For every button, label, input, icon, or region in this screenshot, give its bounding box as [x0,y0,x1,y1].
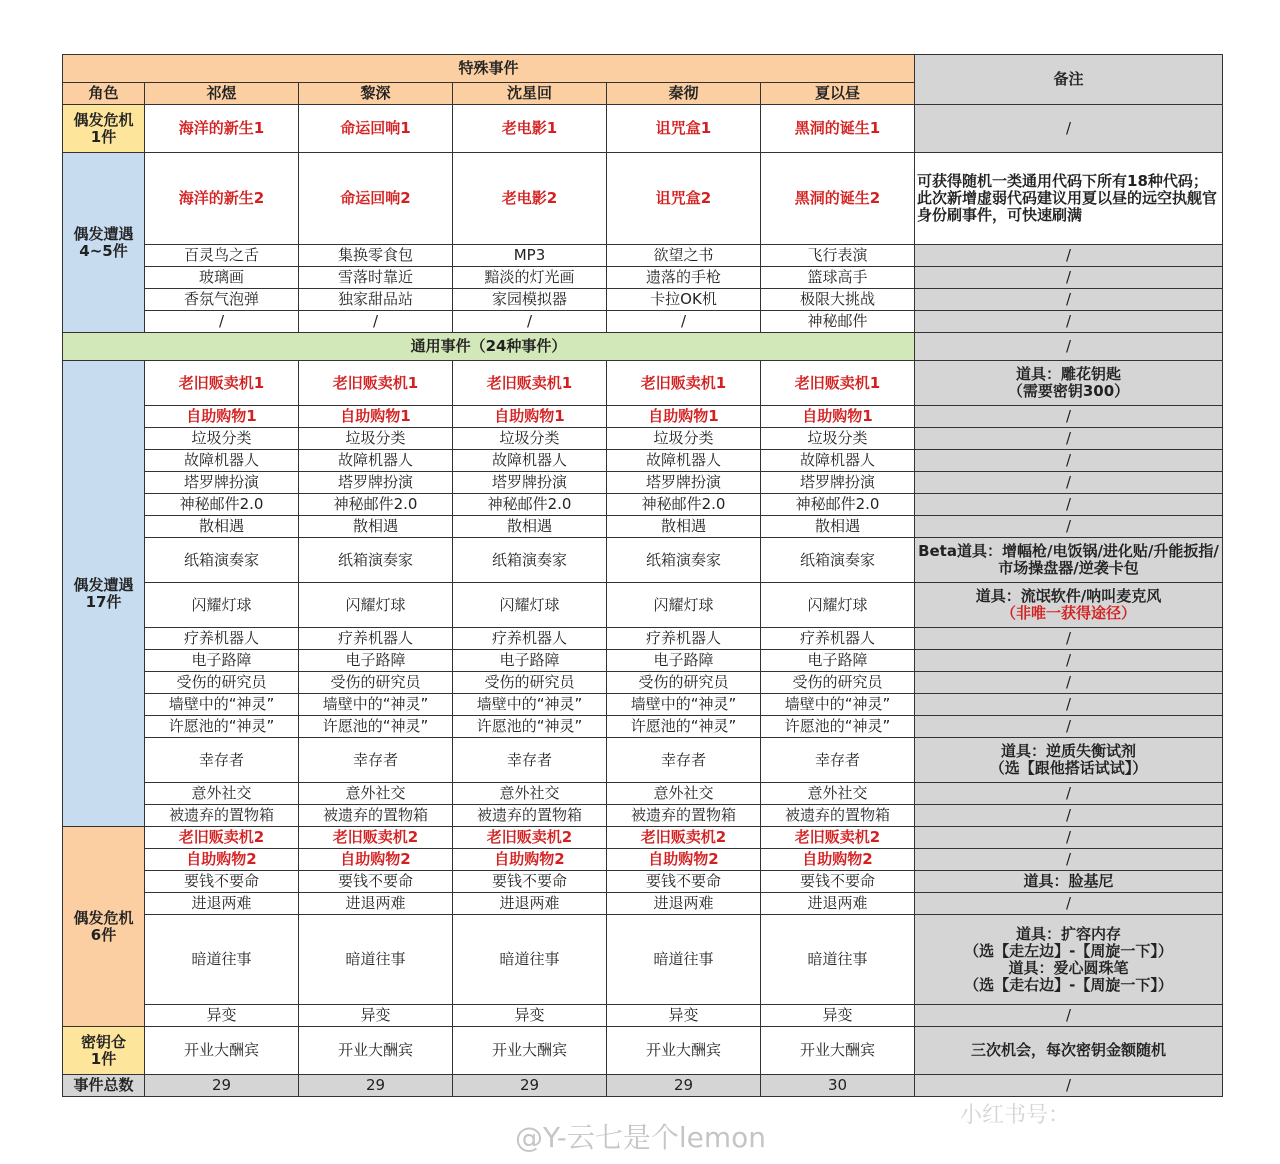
event-cell: 要钱不要命 [145,871,299,893]
event-cell: 老旧贩卖机1 [453,361,607,406]
event-cell: 意外社交 [299,783,453,805]
watermark: @Y-云七是个lemon [515,1121,767,1154]
note-cell [915,915,1223,1005]
event-cell: 散相遇 [453,516,607,538]
event-cell: 受伤的研究员 [453,672,607,694]
event-cell: 许愿池的“神灵” [453,716,607,738]
event-cell: 自助购物1 [453,406,607,428]
event-cell: 疗养机器人 [761,628,915,650]
event-cell: 幸存者 [453,738,607,783]
event-cell: 电子路障 [145,650,299,672]
event-cell: 暗道往事 [607,915,761,1005]
event-cell: 香氛气泡弹 [145,289,299,311]
note-cell [915,472,1223,494]
event-cell: 散相遇 [145,516,299,538]
event-cell: 老电影2 [453,153,607,245]
note-cell [915,849,1223,871]
note-text: 道具：扩容内存 （选【走左边】-【周旋一下】） 道具：爱心圆珠笔 （选【走右边】-【周旋一下】） [964,924,1173,994]
note-cell [915,893,1223,915]
note-text: / [1065,784,1072,802]
event-cell: 垃圾分类 [761,428,915,450]
event-cell: 垃圾分类 [607,428,761,450]
note-cell [915,738,1223,783]
note-text: / [1065,473,1072,491]
note-text: / [1065,850,1072,868]
table-row [63,716,1223,738]
table-row [63,849,1223,871]
total-value: 29 [453,1075,607,1097]
table-row [63,1005,1223,1027]
event-cell: 诅咒盒2 [607,153,761,245]
note-cell: / [915,245,1223,267]
section-label: 偶发遭遇 17件 [63,361,145,827]
event-cell: 进退两难 [299,893,453,915]
event-cell: 自助购物1 [145,406,299,428]
event-cell: 电子路障 [299,650,453,672]
note-text: / [1065,806,1072,824]
event-cell: 意外社交 [761,783,915,805]
event-cell: 闪耀灯球 [607,583,761,628]
event-cell: 垃圾分类 [453,428,607,450]
event-cell: 许愿池的“神灵” [761,716,915,738]
event-cell: 被遗弃的置物箱 [299,805,453,827]
table-row [63,650,1223,672]
table-row [63,783,1223,805]
event-cell: 幸存者 [299,738,453,783]
event-cell: 幸存者 [761,738,915,783]
note-cell [915,827,1223,849]
crisis-1-row [63,105,1223,153]
encounter-special-row [63,153,1223,245]
header-row [63,55,1223,83]
event-cell: 暗道往事 [299,915,453,1005]
table-row [63,516,1223,538]
event-cell: 自助购物2 [299,849,453,871]
note-cell [915,450,1223,472]
note-text: / [1065,451,1072,469]
event-cell: 塔罗牌扮演 [453,472,607,494]
note-text: / [1065,629,1072,647]
section-label: 密钥仓 1件 [63,1027,145,1075]
event-cell: 幸存者 [607,738,761,783]
event-cell: 疗养机器人 [299,628,453,650]
event-cell: 诅咒盒1 [607,105,761,153]
note-cell: / [915,311,1223,333]
event-cell: 黯淡的灯光画 [453,267,607,289]
event-cell: 老旧贩卖机1 [299,361,453,406]
total-value: 30 [761,1075,915,1097]
note-text: / [1065,495,1072,513]
event-cell: 老旧贩卖机1 [607,361,761,406]
note-cell [915,628,1223,650]
event-cell: 进退两难 [453,893,607,915]
event-cell: 受伤的研究员 [607,672,761,694]
event-cell: 暗道往事 [145,915,299,1005]
table-row [63,289,1223,311]
event-cell: / [607,311,761,333]
event-cell: 墙壁中的“神灵” [761,694,915,716]
table-row [63,428,1223,450]
note-cell: / [915,267,1223,289]
event-cell: MP3 [453,245,607,267]
note-text: / [1065,429,1072,447]
note-cell [915,428,1223,450]
event-cell: 纸箱演奏家 [145,538,299,583]
table-row [63,583,1223,628]
event-cell: 海洋的新生2 [145,153,299,245]
section-label: 偶发危机 1件 [63,105,145,153]
note-cell: / [915,333,1223,361]
table-row [63,893,1223,915]
event-cell: 黑洞的诞生2 [761,153,915,245]
note-text: / [1065,517,1072,535]
event-cell: 家园模拟器 [453,289,607,311]
note-text: 道具：逆质失衡试剂 （选【跟他搭话试试】） [989,742,1148,777]
event-cell: 老电影1 [453,105,607,153]
event-cell: 墙壁中的“神灵” [607,694,761,716]
event-cell: 垃圾分类 [145,428,299,450]
general-events-row [63,333,1223,361]
note-cell [915,538,1223,583]
table-row [63,311,1223,333]
note-cell [915,650,1223,672]
event-cell: 老旧贩卖机2 [145,827,299,849]
event-cell: 自助购物2 [145,849,299,871]
event-cell: 纸箱演奏家 [607,538,761,583]
character-header: 祁煜 [145,83,299,105]
event-cell: 许愿池的“神灵” [145,716,299,738]
note-warning: （非唯一获得途径） [1000,604,1136,622]
event-cell: 自助购物1 [607,406,761,428]
event-cell: 异变 [145,1005,299,1027]
event-cell: 受伤的研究员 [145,672,299,694]
table-row [63,267,1223,289]
event-cell: 塔罗牌扮演 [145,472,299,494]
table-row [63,245,1223,267]
event-cell: 开业大酬宾 [453,1027,607,1075]
event-cell: 故障机器人 [453,450,607,472]
totals-row [63,1075,1223,1097]
event-cell: 被遗弃的置物箱 [761,805,915,827]
note-cell: / [915,1075,1223,1097]
total-value: 29 [299,1075,453,1097]
event-cell: 要钱不要命 [453,871,607,893]
note-cell [915,1005,1223,1027]
event-cell: 意外社交 [453,783,607,805]
event-cell: 神秘邮件2.0 [607,494,761,516]
total-value: 29 [607,1075,761,1097]
event-cell: 独家甜品站 [299,289,453,311]
note-cell: 三次机会，每次密钥金额随机 [915,1027,1223,1075]
event-cell: 受伤的研究员 [761,672,915,694]
event-cell: 意外社交 [607,783,761,805]
event-cell: 故障机器人 [607,450,761,472]
note-cell [915,583,1223,628]
event-cell: 塔罗牌扮演 [299,472,453,494]
note-text: / [1065,894,1072,912]
event-cell: 要钱不要命 [299,871,453,893]
character-header: 秦彻 [607,83,761,105]
event-cell: 暗道往事 [453,915,607,1005]
event-cell: 命运回响1 [299,105,453,153]
event-cell: 进退两难 [145,893,299,915]
event-cell: 篮球高手 [761,267,915,289]
event-cell: 异变 [607,1005,761,1027]
notes-header: 备注 [915,55,1223,105]
event-cell: 塔罗牌扮演 [607,472,761,494]
event-cell: 被遗弃的置物箱 [145,805,299,827]
table-row [63,871,1223,893]
note-text: 道具：雕花钥匙 （需要密钥300） [1007,365,1130,400]
table-row [63,827,1223,849]
note-cell: / [915,105,1223,153]
event-cell: 飞行表演 [761,245,915,267]
event-cell: 卡拉OK机 [607,289,761,311]
section-label: 偶发危机 6件 [63,827,145,1027]
character-header: 沈星回 [453,83,607,105]
event-cell: 垃圾分类 [299,428,453,450]
event-cell: 老旧贩卖机2 [607,827,761,849]
table-row [63,805,1223,827]
note-cell [915,716,1223,738]
event-cell: 神秘邮件2.0 [761,494,915,516]
table-row [63,738,1223,783]
table-row [63,406,1223,428]
event-cell: 开业大酬宾 [761,1027,915,1075]
note-cell: 可获得随机一类通用代码下所有18种代码； 此次新增虚弱代码建议用夏以昼的远空执舰官身份刷事件，可快速刷满 [915,153,1223,245]
note-cell [915,805,1223,827]
event-cell: 纸箱演奏家 [453,538,607,583]
note-cell [915,871,1223,893]
note-text: / [1065,717,1072,735]
event-cell: 神秘邮件2.0 [299,494,453,516]
event-cell: 自助购物1 [761,406,915,428]
character-header: 黎深 [299,83,453,105]
event-cell: 意外社交 [145,783,299,805]
table-row [63,538,1223,583]
event-table [62,54,1223,1097]
key-vault-row [63,1027,1223,1075]
event-cell: 进退两难 [607,893,761,915]
note-text: 道具：流氓软件/呐叫麦克风 [975,587,1162,605]
note-cell [915,494,1223,516]
event-cell: 老旧贩卖机2 [761,827,915,849]
event-cell: 电子路障 [607,650,761,672]
watermark-secondary: 小红书号： [960,1103,1071,1128]
event-cell: / [453,311,607,333]
note-cell [915,694,1223,716]
event-cell: 神秘邮件2.0 [453,494,607,516]
event-cell: 散相遇 [299,516,453,538]
event-cell: 异变 [453,1005,607,1027]
table-row [63,361,1223,406]
event-cell: 神秘邮件2.0 [145,494,299,516]
event-cell: 纸箱演奏家 [299,538,453,583]
total-value: 29 [145,1075,299,1097]
event-cell: 散相遇 [761,516,915,538]
event-cell: 要钱不要命 [607,871,761,893]
event-cell: 暗道往事 [761,915,915,1005]
note-cell [915,516,1223,538]
note-cell [915,361,1223,406]
event-cell: 闪耀灯球 [453,583,607,628]
event-cell: / [299,311,453,333]
note-text: / [1065,828,1072,846]
event-cell: 许愿池的“神灵” [607,716,761,738]
event-cell: 故障机器人 [145,450,299,472]
event-cell: 墙壁中的“神灵” [145,694,299,716]
event-cell: 极限大挑战 [761,289,915,311]
event-cell: 疗养机器人 [453,628,607,650]
event-cell: 闪耀灯球 [145,583,299,628]
event-cell: 开业大酬宾 [607,1027,761,1075]
event-cell: 故障机器人 [761,450,915,472]
event-cell: 玻璃画 [145,267,299,289]
event-cell: 被遗弃的置物箱 [607,805,761,827]
note-cell [915,672,1223,694]
event-cell: 许愿池的“神灵” [299,716,453,738]
character-header: 夏以昼 [761,83,915,105]
event-cell: 老旧贩卖机2 [453,827,607,849]
event-cell: 疗养机器人 [607,628,761,650]
note-cell: / [915,289,1223,311]
section-label: 偶发遭遇 4~5件 [63,153,145,333]
note-text: / [1065,1006,1072,1024]
event-cell: 闪耀灯球 [299,583,453,628]
note-cell [915,783,1223,805]
table-row [63,694,1223,716]
table-row [63,450,1223,472]
note-text: Beta道具：增幅枪/电饭锅/进化贴/升能扳指/市场操盘器/逆袭卡包 [918,542,1219,577]
event-cell: 黑洞的诞生1 [761,105,915,153]
event-cell: 自助购物2 [761,849,915,871]
note-text: / [1065,407,1072,425]
note-text: / [1065,673,1072,691]
note-text: 道具：脸基尼 [1023,872,1114,890]
event-cell: 老旧贩卖机1 [145,361,299,406]
event-cell: 电子路障 [453,650,607,672]
event-cell: 海洋的新生1 [145,105,299,153]
table-row [63,915,1223,1005]
event-cell: 异变 [299,1005,453,1027]
event-cell: 散相遇 [607,516,761,538]
event-cell: 故障机器人 [299,450,453,472]
event-cell: 塔罗牌扮演 [761,472,915,494]
event-cell: 电子路障 [761,650,915,672]
note-cell [915,406,1223,428]
event-cell: 雪落时靠近 [299,267,453,289]
event-cell: 异变 [761,1005,915,1027]
event-cell: 百灵鸟之舌 [145,245,299,267]
table-row [63,472,1223,494]
table-row [63,628,1223,650]
event-cell: 欲望之书 [607,245,761,267]
event-cell: 纸箱演奏家 [761,538,915,583]
note-text: / [1065,695,1072,713]
event-cell: 自助购物2 [607,849,761,871]
event-cell: 疗养机器人 [145,628,299,650]
role-header: 角色 [63,83,145,105]
event-cell: / [145,311,299,333]
general-events-title: 通用事件（24种事件） [63,333,915,361]
event-cell: 墙壁中的“神灵” [299,694,453,716]
event-cell: 命运回响2 [299,153,453,245]
table-row [63,672,1223,694]
event-cell: 自助购物2 [453,849,607,871]
table-row [63,494,1223,516]
event-cell: 集换零食包 [299,245,453,267]
event-cell: 自助购物1 [299,406,453,428]
event-cell: 开业大酬宾 [299,1027,453,1075]
event-cell: 老旧贩卖机1 [761,361,915,406]
event-cell: 老旧贩卖机2 [299,827,453,849]
totals-label: 事件总数 [63,1075,145,1097]
special-events-header: 特殊事件 [63,55,915,83]
event-cell: 被遗弃的置物箱 [453,805,607,827]
event-cell: 进退两难 [761,893,915,915]
event-cell: 遗落的手枪 [607,267,761,289]
note-text: / [1065,651,1072,669]
event-cell: 闪耀灯球 [761,583,915,628]
event-cell: 神秘邮件 [761,311,915,333]
event-cell: 要钱不要命 [761,871,915,893]
event-cell: 受伤的研究员 [299,672,453,694]
event-cell: 幸存者 [145,738,299,783]
event-cell: 墙壁中的“神灵” [453,694,607,716]
event-cell: 开业大酬宾 [145,1027,299,1075]
